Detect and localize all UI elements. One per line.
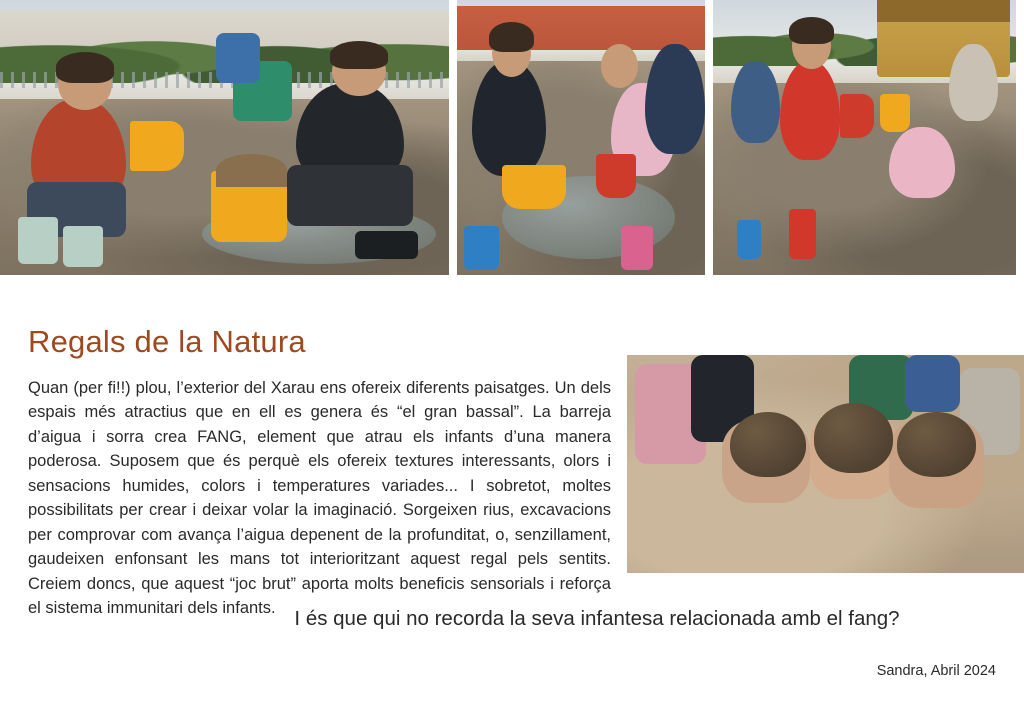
article-body: Quan (per fi!!) plou, l’exterior del Xarau ens ofereix diferents paisatges. Un dels espais més atractius que en ell es genera és “el gran bassal”. La barreja d’aigua i sorra crea FANG, element que atrau els infants d’una manera poderosa. Suposem que és perquè els ofereix textures interessants, olors i sensacions humides, colors i temperatures variades... I sobretot, moltes possibilitats per crear i deixar volar la imaginació. Sorgeixen rius, excavacions per comprovar com avança l’aigua depenent de la profunditat, o, senzillament, gaudeixen enfonsant les mans tot interioritzant aquest regal pels sentits. Creiem doncs, que aquest “joc brut” aporta molts beneficis sensorials i reforça el sistema immunitari dels infants. bbox=[28, 378, 611, 617]
mud-pile bbox=[216, 154, 288, 187]
child-red-hair bbox=[789, 17, 834, 45]
child-background-blue bbox=[216, 33, 261, 83]
child-blue-jacket bbox=[731, 61, 779, 144]
blue-boot bbox=[737, 220, 761, 259]
yellow-scoop bbox=[502, 165, 566, 209]
child-right-hair bbox=[330, 41, 388, 69]
author-signature: Sandra, Abril 2024 bbox=[876, 663, 996, 679]
child-navy-head bbox=[601, 44, 638, 88]
playhouse-roof bbox=[877, 0, 1010, 22]
photo-3-scene bbox=[713, 0, 1016, 275]
child-right-legs bbox=[287, 165, 413, 226]
photo-muddy-hands-holding-mud-balls bbox=[627, 355, 1024, 573]
mud-ball-left bbox=[730, 412, 805, 477]
red-boot bbox=[789, 209, 816, 259]
arm-blue-sleeve bbox=[905, 355, 961, 412]
yellow-scoop bbox=[130, 121, 184, 171]
child-left-boot-2 bbox=[63, 226, 103, 267]
page-title: Regals de la Natura bbox=[28, 323, 306, 359]
photo-1-scene bbox=[0, 0, 449, 275]
red-scoop bbox=[840, 94, 873, 138]
red-scoop bbox=[596, 154, 636, 198]
child-grey-jacket bbox=[949, 44, 997, 121]
closing-question: I és que qui no recorda la seva infantesa relacionada amb el fang? bbox=[294, 607, 900, 630]
yellow-bucket bbox=[880, 94, 910, 133]
mud-ball-right bbox=[897, 412, 976, 477]
child-navy-coat bbox=[645, 44, 705, 154]
pink-boot bbox=[621, 226, 653, 270]
mud-ball-center bbox=[814, 403, 893, 473]
child-right-shoe bbox=[355, 231, 418, 259]
photo-2-scene bbox=[457, 0, 705, 275]
top-photo-strip bbox=[0, 0, 1024, 275]
child-left-boot bbox=[18, 217, 58, 264]
article-section bbox=[0, 275, 1024, 709]
photo-children-digging-in-puddle bbox=[457, 0, 705, 275]
hands-photo-scene bbox=[627, 355, 1024, 573]
child-left-hair bbox=[56, 52, 114, 82]
blue-boot bbox=[464, 226, 499, 270]
photo-children-playing-with-bucket bbox=[0, 0, 449, 275]
photo-children-in-playground-sand bbox=[713, 0, 1016, 275]
child-dark-hair bbox=[489, 22, 534, 52]
